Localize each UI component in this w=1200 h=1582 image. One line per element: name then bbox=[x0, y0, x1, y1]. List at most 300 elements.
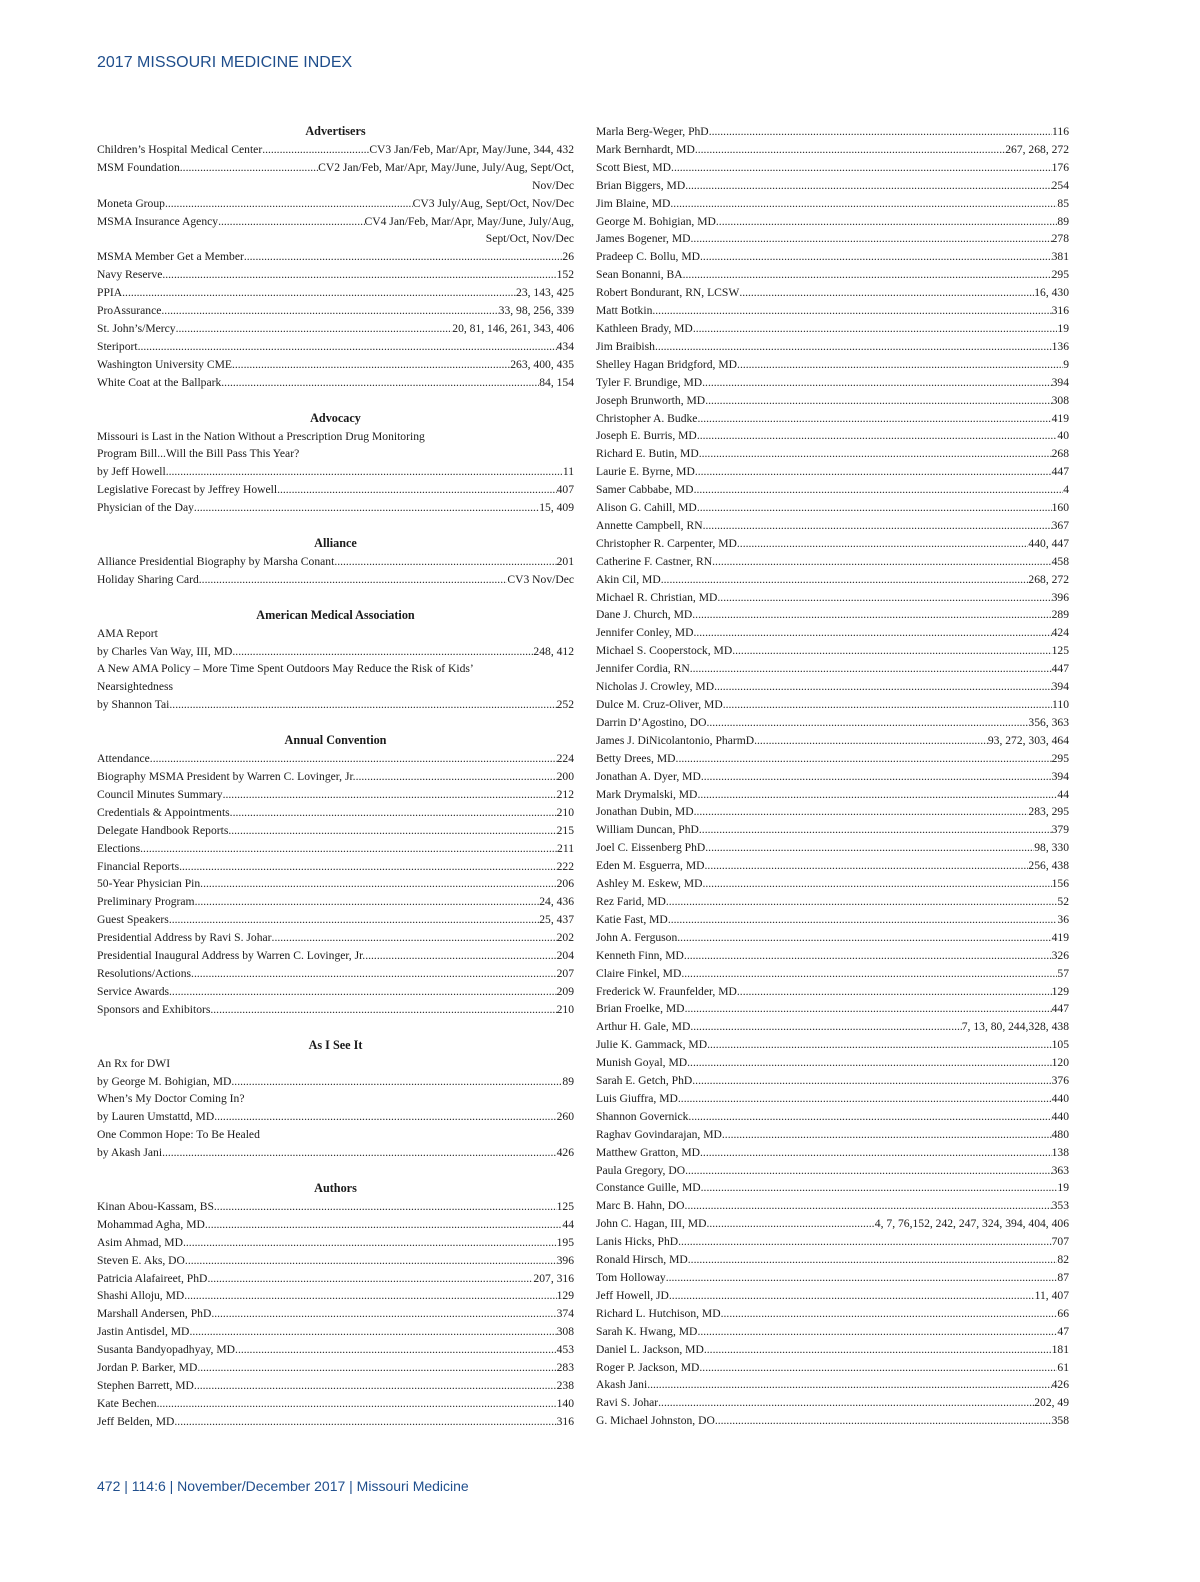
index-entry bbox=[596, 714, 1069, 732]
entry-label: Munish Goyal, MD bbox=[596, 1056, 688, 1070]
entry-label: Arthur H. Gale, MD bbox=[596, 1020, 691, 1034]
entry-pages: 136 bbox=[1051, 339, 1069, 353]
index-entry bbox=[596, 1054, 1069, 1072]
index-entry bbox=[596, 965, 1069, 983]
dot-leader bbox=[228, 822, 556, 840]
index-entry bbox=[97, 320, 574, 338]
dot-leader bbox=[162, 266, 556, 284]
dot-leader bbox=[365, 947, 556, 965]
dot-leader bbox=[684, 947, 1052, 965]
index-entry bbox=[97, 571, 574, 589]
entry-pages: 206 bbox=[556, 877, 574, 891]
entry-pages: 358 bbox=[1051, 1414, 1069, 1428]
index-entry bbox=[596, 1197, 1069, 1215]
entry-label: Catherine F. Castner, RN bbox=[596, 554, 713, 568]
dot-leader bbox=[690, 660, 1052, 678]
entry-pages: 85 bbox=[1057, 196, 1069, 210]
index-entry bbox=[596, 571, 1069, 589]
entry-label: MSMA Insurance Agency bbox=[97, 214, 219, 228]
dot-leader bbox=[691, 230, 1052, 248]
dot-leader bbox=[658, 1394, 1034, 1412]
entry-pages: 61 bbox=[1057, 1360, 1069, 1374]
index-line: One Common Hope: To Be Healed bbox=[97, 1128, 260, 1142]
entry-label: Steriport bbox=[97, 339, 138, 353]
dot-leader bbox=[231, 1073, 562, 1091]
entry-label: Christopher R. Carpenter, MD bbox=[596, 536, 737, 550]
entry-pages: 394 bbox=[1051, 375, 1069, 389]
entry-label: 50-Year Physician Pin bbox=[97, 877, 201, 891]
dot-leader bbox=[184, 1287, 556, 1305]
index-entry bbox=[97, 947, 574, 965]
entry-pages: 138 bbox=[1051, 1145, 1069, 1159]
entry-pages-continued: Sept/Oct, Nov/Dec bbox=[485, 232, 574, 246]
entry-pages: 440 bbox=[1051, 1091, 1069, 1105]
entry-pages: 160 bbox=[1051, 501, 1069, 515]
index-entry bbox=[596, 624, 1069, 642]
entry-pages: 7, 13, 80, 244,328, 438 bbox=[961, 1020, 1069, 1034]
entry-label: MSMA Member Get a Member bbox=[97, 250, 244, 264]
index-entry bbox=[596, 1305, 1069, 1323]
index-entry bbox=[596, 821, 1069, 839]
entry-label: St. John’s/Mercy bbox=[97, 321, 176, 335]
entry-pages: 407 bbox=[556, 483, 574, 497]
index-line: A New AMA Policy – More Time Spent Outdoors May Reduce the Risk of Kids’ bbox=[97, 662, 474, 676]
index-entry bbox=[596, 642, 1069, 660]
entry-pages: 419 bbox=[1051, 930, 1069, 944]
dot-leader bbox=[221, 374, 539, 392]
entry-label: Asim Ahmad, MD bbox=[97, 1235, 183, 1249]
entry-pages: 120 bbox=[1051, 1056, 1069, 1070]
dot-leader bbox=[701, 1179, 1058, 1197]
entry-label: Ronald Hirsch, MD bbox=[596, 1253, 688, 1267]
index-entry bbox=[97, 1305, 574, 1323]
entry-label: Lanis Hicks, PhD bbox=[596, 1235, 679, 1249]
index-entry bbox=[97, 983, 574, 1001]
entry-label: Scott Biest, MD bbox=[596, 160, 672, 174]
dot-leader bbox=[692, 1072, 1051, 1090]
index-entry bbox=[596, 553, 1069, 571]
entry-label: Jim Blaine, MD bbox=[596, 196, 671, 210]
entry-pages: 84, 154 bbox=[539, 375, 574, 389]
dot-leader bbox=[189, 1323, 556, 1341]
entry-label: Brian Biggers, MD bbox=[596, 178, 686, 192]
entry-label: Daniel L. Jackson, MD bbox=[596, 1342, 704, 1356]
entry-pages: 87 bbox=[1057, 1271, 1069, 1284]
entry-label: Mohammad Agha, MD bbox=[97, 1217, 205, 1231]
entry-pages: 374 bbox=[556, 1307, 574, 1321]
section-title: American Medical Association bbox=[256, 607, 415, 622]
index-entry bbox=[97, 893, 574, 911]
dot-leader bbox=[699, 445, 1052, 463]
entry-pages: 11 bbox=[562, 465, 574, 479]
index-entry bbox=[596, 606, 1069, 624]
index-entry bbox=[97, 159, 574, 177]
entry-pages: 16, 430 bbox=[1034, 286, 1069, 300]
entry-pages: 211 bbox=[557, 841, 574, 855]
index-entry bbox=[596, 1359, 1069, 1377]
dot-leader bbox=[697, 786, 1057, 804]
entry-pages: 707 bbox=[1051, 1235, 1069, 1249]
index-entry bbox=[596, 875, 1069, 893]
entry-label: Sponsors and Exhibitors bbox=[97, 1002, 211, 1016]
index-entry bbox=[596, 929, 1069, 947]
entry-pages: 212 bbox=[556, 787, 574, 801]
dot-leader bbox=[688, 1251, 1058, 1269]
dot-leader bbox=[754, 732, 988, 750]
entry-label: Akash Jani bbox=[596, 1378, 648, 1392]
index-line: When’s My Doctor Coming In? bbox=[97, 1092, 245, 1106]
entry-label: Shelley Hagan Bridgford, MD bbox=[596, 357, 738, 371]
dot-leader bbox=[661, 571, 1029, 589]
entry-label: Roger P. Jackson, MD bbox=[596, 1360, 700, 1374]
index-entry bbox=[97, 338, 574, 356]
dot-leader bbox=[244, 248, 563, 266]
entry-pages: 440, 447 bbox=[1028, 536, 1069, 550]
dot-leader bbox=[161, 302, 498, 320]
entry-label: Guest Speakers bbox=[97, 913, 169, 927]
index-entry bbox=[97, 266, 574, 284]
entry-pages: 156 bbox=[1051, 877, 1069, 891]
entry-pages: 36 bbox=[1057, 912, 1069, 926]
entry-label: Darrin D’Agostino, DO bbox=[596, 715, 707, 729]
entry-pages: 458 bbox=[1051, 554, 1069, 568]
section-title: Advertisers bbox=[305, 124, 366, 138]
entry-label: Pradeep C. Bollu, MD bbox=[596, 250, 701, 264]
index-entry bbox=[596, 983, 1069, 1001]
index-entry bbox=[596, 141, 1069, 159]
dot-leader bbox=[655, 338, 1052, 356]
entry-label: John A. Ferguson bbox=[596, 930, 678, 944]
dot-leader bbox=[717, 589, 1051, 607]
dot-leader bbox=[195, 893, 540, 911]
dot-leader bbox=[677, 929, 1051, 947]
entry-pages: 52 bbox=[1057, 894, 1069, 908]
index-entry bbox=[596, 1108, 1069, 1126]
entry-pages: CV3 July/Aug, Sept/Oct, Nov/Dec bbox=[412, 196, 574, 210]
index-entry bbox=[97, 822, 574, 840]
entry-label: Sean Bonanni, BA bbox=[596, 268, 683, 282]
entry-pages: 447 bbox=[1051, 662, 1069, 676]
index-entry bbox=[596, 320, 1069, 338]
dot-leader bbox=[693, 624, 1051, 642]
entry-label: Delegate Handbook Reports bbox=[97, 823, 229, 837]
entry-label: by Charles Van Way, III, MD bbox=[97, 644, 233, 658]
entry-pages: 260 bbox=[556, 1110, 574, 1124]
entry-pages: 248, 412 bbox=[533, 644, 574, 658]
entry-pages: 263, 400, 435 bbox=[510, 357, 574, 371]
entry-label: Jonathan Dubin, MD bbox=[596, 805, 694, 819]
entry-pages: 447 bbox=[1051, 465, 1069, 479]
dot-leader bbox=[703, 517, 1052, 535]
entry-label: Preliminary Program bbox=[97, 895, 195, 909]
entry-pages: 207, 316 bbox=[533, 1271, 574, 1285]
entry-pages: 254 bbox=[1051, 178, 1069, 192]
entry-label: Matthew Gratton, MD bbox=[596, 1145, 701, 1159]
dot-leader bbox=[694, 803, 1029, 821]
dot-leader bbox=[207, 1270, 533, 1288]
dot-leader bbox=[668, 911, 1058, 929]
index-entry bbox=[97, 1359, 574, 1377]
dot-leader bbox=[191, 965, 557, 983]
entry-pages: 202 bbox=[556, 931, 574, 945]
entry-label: Washington University CME bbox=[97, 357, 232, 371]
entry-label: Constance Guille, MD bbox=[596, 1181, 701, 1195]
entry-label: Robert Bondurant, RN, LCSW bbox=[596, 286, 740, 300]
index-entry bbox=[596, 1233, 1069, 1251]
entry-label: James J. DiNicolantonio, PharmD bbox=[596, 733, 755, 747]
dot-leader bbox=[197, 1359, 556, 1377]
index-entry bbox=[596, 248, 1069, 266]
entry-label: by Shannon Tai bbox=[97, 698, 170, 712]
entry-pages: 268, 272 bbox=[1028, 572, 1069, 586]
entry-label: Navy Reserve bbox=[97, 268, 163, 282]
dot-leader bbox=[211, 1305, 556, 1323]
dot-leader bbox=[695, 141, 1005, 159]
entry-label: Children’s Hospital Medical Center bbox=[97, 142, 263, 156]
index-entry bbox=[97, 768, 574, 786]
entry-label: Council Minutes Summary bbox=[97, 787, 223, 801]
index-entry bbox=[97, 284, 574, 302]
dot-leader bbox=[176, 320, 453, 338]
entry-pages: 66 bbox=[1057, 1306, 1069, 1320]
index-entry bbox=[97, 929, 574, 947]
entry-pages: 381 bbox=[1051, 250, 1069, 264]
dot-leader bbox=[210, 1001, 556, 1019]
entry-pages: 20, 81, 146, 261, 343, 406 bbox=[452, 321, 574, 335]
index-entry bbox=[97, 1252, 574, 1270]
dot-leader bbox=[214, 1108, 556, 1126]
dot-leader bbox=[714, 678, 1052, 696]
dot-leader bbox=[334, 553, 556, 571]
entry-pages: 447 bbox=[1051, 1002, 1069, 1016]
entry-label: Credentials & Appointments bbox=[97, 805, 230, 819]
entry-pages: 89 bbox=[562, 1074, 574, 1088]
entry-label: Patricia Alafaireet, PhD bbox=[97, 1271, 208, 1285]
entry-label: Moneta Group bbox=[97, 196, 165, 210]
entry-label: Stephen Barrett, MD bbox=[97, 1379, 194, 1392]
entry-pages: 25, 437 bbox=[539, 913, 574, 927]
index-entry bbox=[97, 840, 574, 858]
index-entry bbox=[97, 1001, 574, 1019]
dot-leader bbox=[688, 1108, 1051, 1126]
entry-pages: 82 bbox=[1057, 1253, 1069, 1267]
index-entry bbox=[596, 195, 1069, 213]
index-entry bbox=[596, 284, 1069, 302]
entry-label: Kathleen Brady, MD bbox=[596, 321, 693, 335]
index-line: Program Bill...Will the Bill Pass This Year? bbox=[97, 447, 300, 461]
entry-pages: 23, 143, 425 bbox=[516, 286, 574, 300]
entry-label: Jonathan A. Dyer, MD bbox=[596, 769, 701, 783]
entry-label: Susanta Bandyopadhyay, MD bbox=[97, 1343, 236, 1357]
index-entry bbox=[97, 696, 574, 714]
index-entry bbox=[596, 1018, 1069, 1036]
dot-leader bbox=[701, 768, 1052, 786]
dot-leader bbox=[722, 1126, 1052, 1144]
index-entry bbox=[596, 1090, 1069, 1108]
entry-label: Sarah K. Hwang, MD bbox=[596, 1324, 698, 1338]
entry-pages: 376 bbox=[1051, 1074, 1069, 1088]
entry-label: George M. Bohigian, MD bbox=[596, 214, 716, 228]
index-entry bbox=[596, 911, 1069, 929]
dot-leader bbox=[183, 1234, 557, 1252]
entry-pages: 252 bbox=[556, 698, 574, 712]
index-entry bbox=[97, 1377, 574, 1395]
index-entry bbox=[97, 553, 574, 571]
section-title: Authors bbox=[314, 1181, 357, 1196]
dot-leader bbox=[702, 374, 1051, 392]
index-entry bbox=[97, 1270, 574, 1288]
index-entry bbox=[596, 177, 1069, 195]
entry-pages: 394 bbox=[1051, 769, 1069, 783]
entry-label: Shannon Governick bbox=[596, 1109, 689, 1123]
dot-leader bbox=[693, 320, 1058, 338]
entry-pages: 210 bbox=[556, 805, 574, 819]
dot-leader bbox=[647, 1376, 1051, 1394]
entry-label: Joel C. Eissenberg PhD bbox=[596, 841, 706, 855]
dot-leader bbox=[685, 177, 1051, 195]
entry-pages: 47 bbox=[1057, 1324, 1069, 1338]
dot-leader bbox=[687, 1054, 1051, 1072]
index-entry bbox=[596, 499, 1069, 517]
entry-label: Service Awards bbox=[97, 984, 170, 998]
dot-leader bbox=[678, 1233, 1051, 1251]
entry-pages: 426 bbox=[556, 1146, 574, 1160]
entry-label: by George M. Bohigian, MD bbox=[97, 1074, 232, 1088]
dot-leader bbox=[705, 392, 1051, 410]
entry-label: Annette Campbell, RN bbox=[596, 518, 703, 532]
entry-label: Presidential Inaugural Address by Warren C. Lovinger, Jr. bbox=[97, 949, 366, 963]
index-entry bbox=[596, 1072, 1069, 1090]
entry-pages: 396 bbox=[556, 1253, 574, 1267]
entry-label: Jordan P. Barker, MD bbox=[97, 1361, 198, 1375]
dot-leader bbox=[739, 284, 1034, 302]
index-entry bbox=[97, 750, 574, 768]
entry-pages: CV3 Jan/Feb, Mar/Apr, May/June, 344, 432 bbox=[369, 142, 574, 156]
entry-label: ProAssurance bbox=[97, 304, 162, 318]
dot-leader bbox=[174, 1413, 556, 1431]
dot-leader bbox=[692, 606, 1051, 624]
dot-leader bbox=[272, 929, 557, 947]
entry-label: Kinan Abou-Kassam, BS bbox=[97, 1199, 214, 1213]
index-entry bbox=[97, 195, 574, 213]
dot-leader bbox=[737, 356, 1063, 374]
dot-leader bbox=[723, 696, 1052, 714]
entry-pages: 434 bbox=[556, 339, 574, 353]
entry-pages: 316 bbox=[1051, 304, 1069, 318]
entry-label: Alison G. Cahill, MD bbox=[596, 501, 697, 515]
dot-leader bbox=[685, 1162, 1052, 1180]
index-entry bbox=[596, 839, 1069, 857]
index-entry bbox=[97, 965, 574, 983]
entry-pages: CV4 Jan/Feb, Mar/Apr, May/June, July/Aug, bbox=[364, 214, 574, 228]
entry-pages: 129 bbox=[1051, 984, 1069, 998]
entry-pages: 89 bbox=[1057, 214, 1069, 228]
entry-label: Holiday Sharing Card bbox=[97, 572, 199, 586]
index-entry bbox=[596, 786, 1069, 804]
entry-pages: 110 bbox=[1052, 698, 1069, 711]
dot-leader bbox=[697, 427, 1058, 445]
index-line: AMA Report bbox=[97, 626, 158, 640]
entry-label: Eden M. Esguerra, MD bbox=[596, 859, 705, 873]
index-entry bbox=[596, 213, 1069, 231]
entry-label: John C. Hagan, III, MD bbox=[596, 1217, 707, 1231]
entry-pages: 367 bbox=[1051, 518, 1069, 532]
entry-label: by Akash Jani bbox=[97, 1146, 163, 1160]
dot-leader bbox=[140, 840, 557, 858]
index-right-column bbox=[596, 123, 1069, 1430]
entry-pages: 26 bbox=[562, 250, 574, 264]
dot-leader bbox=[230, 804, 557, 822]
entry-pages: 222 bbox=[556, 859, 574, 873]
entry-pages: 140 bbox=[556, 1396, 574, 1410]
entry-pages: 289 bbox=[1051, 608, 1069, 622]
index-entry bbox=[596, 445, 1069, 463]
index-entry bbox=[97, 374, 574, 392]
entry-pages: 125 bbox=[1051, 644, 1069, 658]
dot-leader bbox=[705, 857, 1029, 875]
dot-leader bbox=[180, 159, 318, 177]
entry-pages: 215 bbox=[556, 823, 574, 837]
entry-label: Paula Gregory, DO bbox=[596, 1163, 686, 1177]
index-entry bbox=[596, 857, 1069, 875]
entry-label: James Bogener, MD bbox=[596, 232, 691, 246]
entry-pages: 19 bbox=[1057, 321, 1069, 335]
dot-leader bbox=[702, 875, 1051, 893]
dot-leader bbox=[697, 410, 1051, 428]
entry-label: Dulce M. Cruz-Oliver, MD bbox=[596, 698, 723, 711]
dot-leader bbox=[666, 893, 1058, 911]
dot-leader bbox=[705, 839, 1034, 857]
entry-pages: 353 bbox=[1051, 1199, 1069, 1213]
index-entry bbox=[97, 1216, 574, 1234]
entry-pages: 224 bbox=[556, 752, 574, 766]
dot-leader bbox=[695, 463, 1052, 481]
entry-label: Physician of the Day bbox=[97, 501, 194, 515]
entry-label: G. Michael Johnston, DO bbox=[596, 1414, 715, 1428]
entry-label: Kenneth Finn, MD bbox=[596, 948, 684, 962]
index-entry bbox=[596, 1179, 1069, 1197]
dot-leader bbox=[707, 1036, 1052, 1054]
entry-pages: 326 bbox=[1051, 948, 1069, 962]
entry-pages: 267, 268, 272 bbox=[1005, 142, 1069, 156]
index-entry bbox=[596, 302, 1069, 320]
index-entry bbox=[97, 302, 574, 320]
entry-label: Sarah E. Getch, PhD bbox=[596, 1074, 693, 1088]
dot-leader bbox=[671, 159, 1052, 177]
index-entry bbox=[97, 141, 574, 159]
index-left-column bbox=[97, 123, 574, 1431]
entry-label: Tyler F. Brundige, MD bbox=[596, 375, 703, 389]
index-entry bbox=[97, 1287, 574, 1305]
entry-label: Mark Drymalski, MD bbox=[596, 787, 698, 801]
entry-label: MSM Foundation bbox=[97, 160, 180, 174]
entry-label: Dane J. Church, MD bbox=[596, 608, 693, 622]
dot-leader bbox=[169, 696, 556, 714]
entry-label: Christopher A. Budke bbox=[596, 411, 698, 425]
entry-pages: 379 bbox=[1051, 823, 1069, 837]
entry-pages: 19 bbox=[1057, 1181, 1069, 1195]
dot-leader bbox=[694, 481, 1064, 499]
dot-leader bbox=[232, 643, 533, 661]
dot-leader bbox=[737, 983, 1052, 1001]
index-entry bbox=[97, 1395, 574, 1413]
entry-label: Richard L. Hutchison, MD bbox=[596, 1306, 721, 1320]
index-entry bbox=[97, 1108, 574, 1126]
dot-leader bbox=[699, 821, 1052, 839]
section-title: Annual Convention bbox=[284, 733, 387, 748]
dot-leader bbox=[676, 750, 1052, 768]
index-entry bbox=[596, 1269, 1069, 1287]
